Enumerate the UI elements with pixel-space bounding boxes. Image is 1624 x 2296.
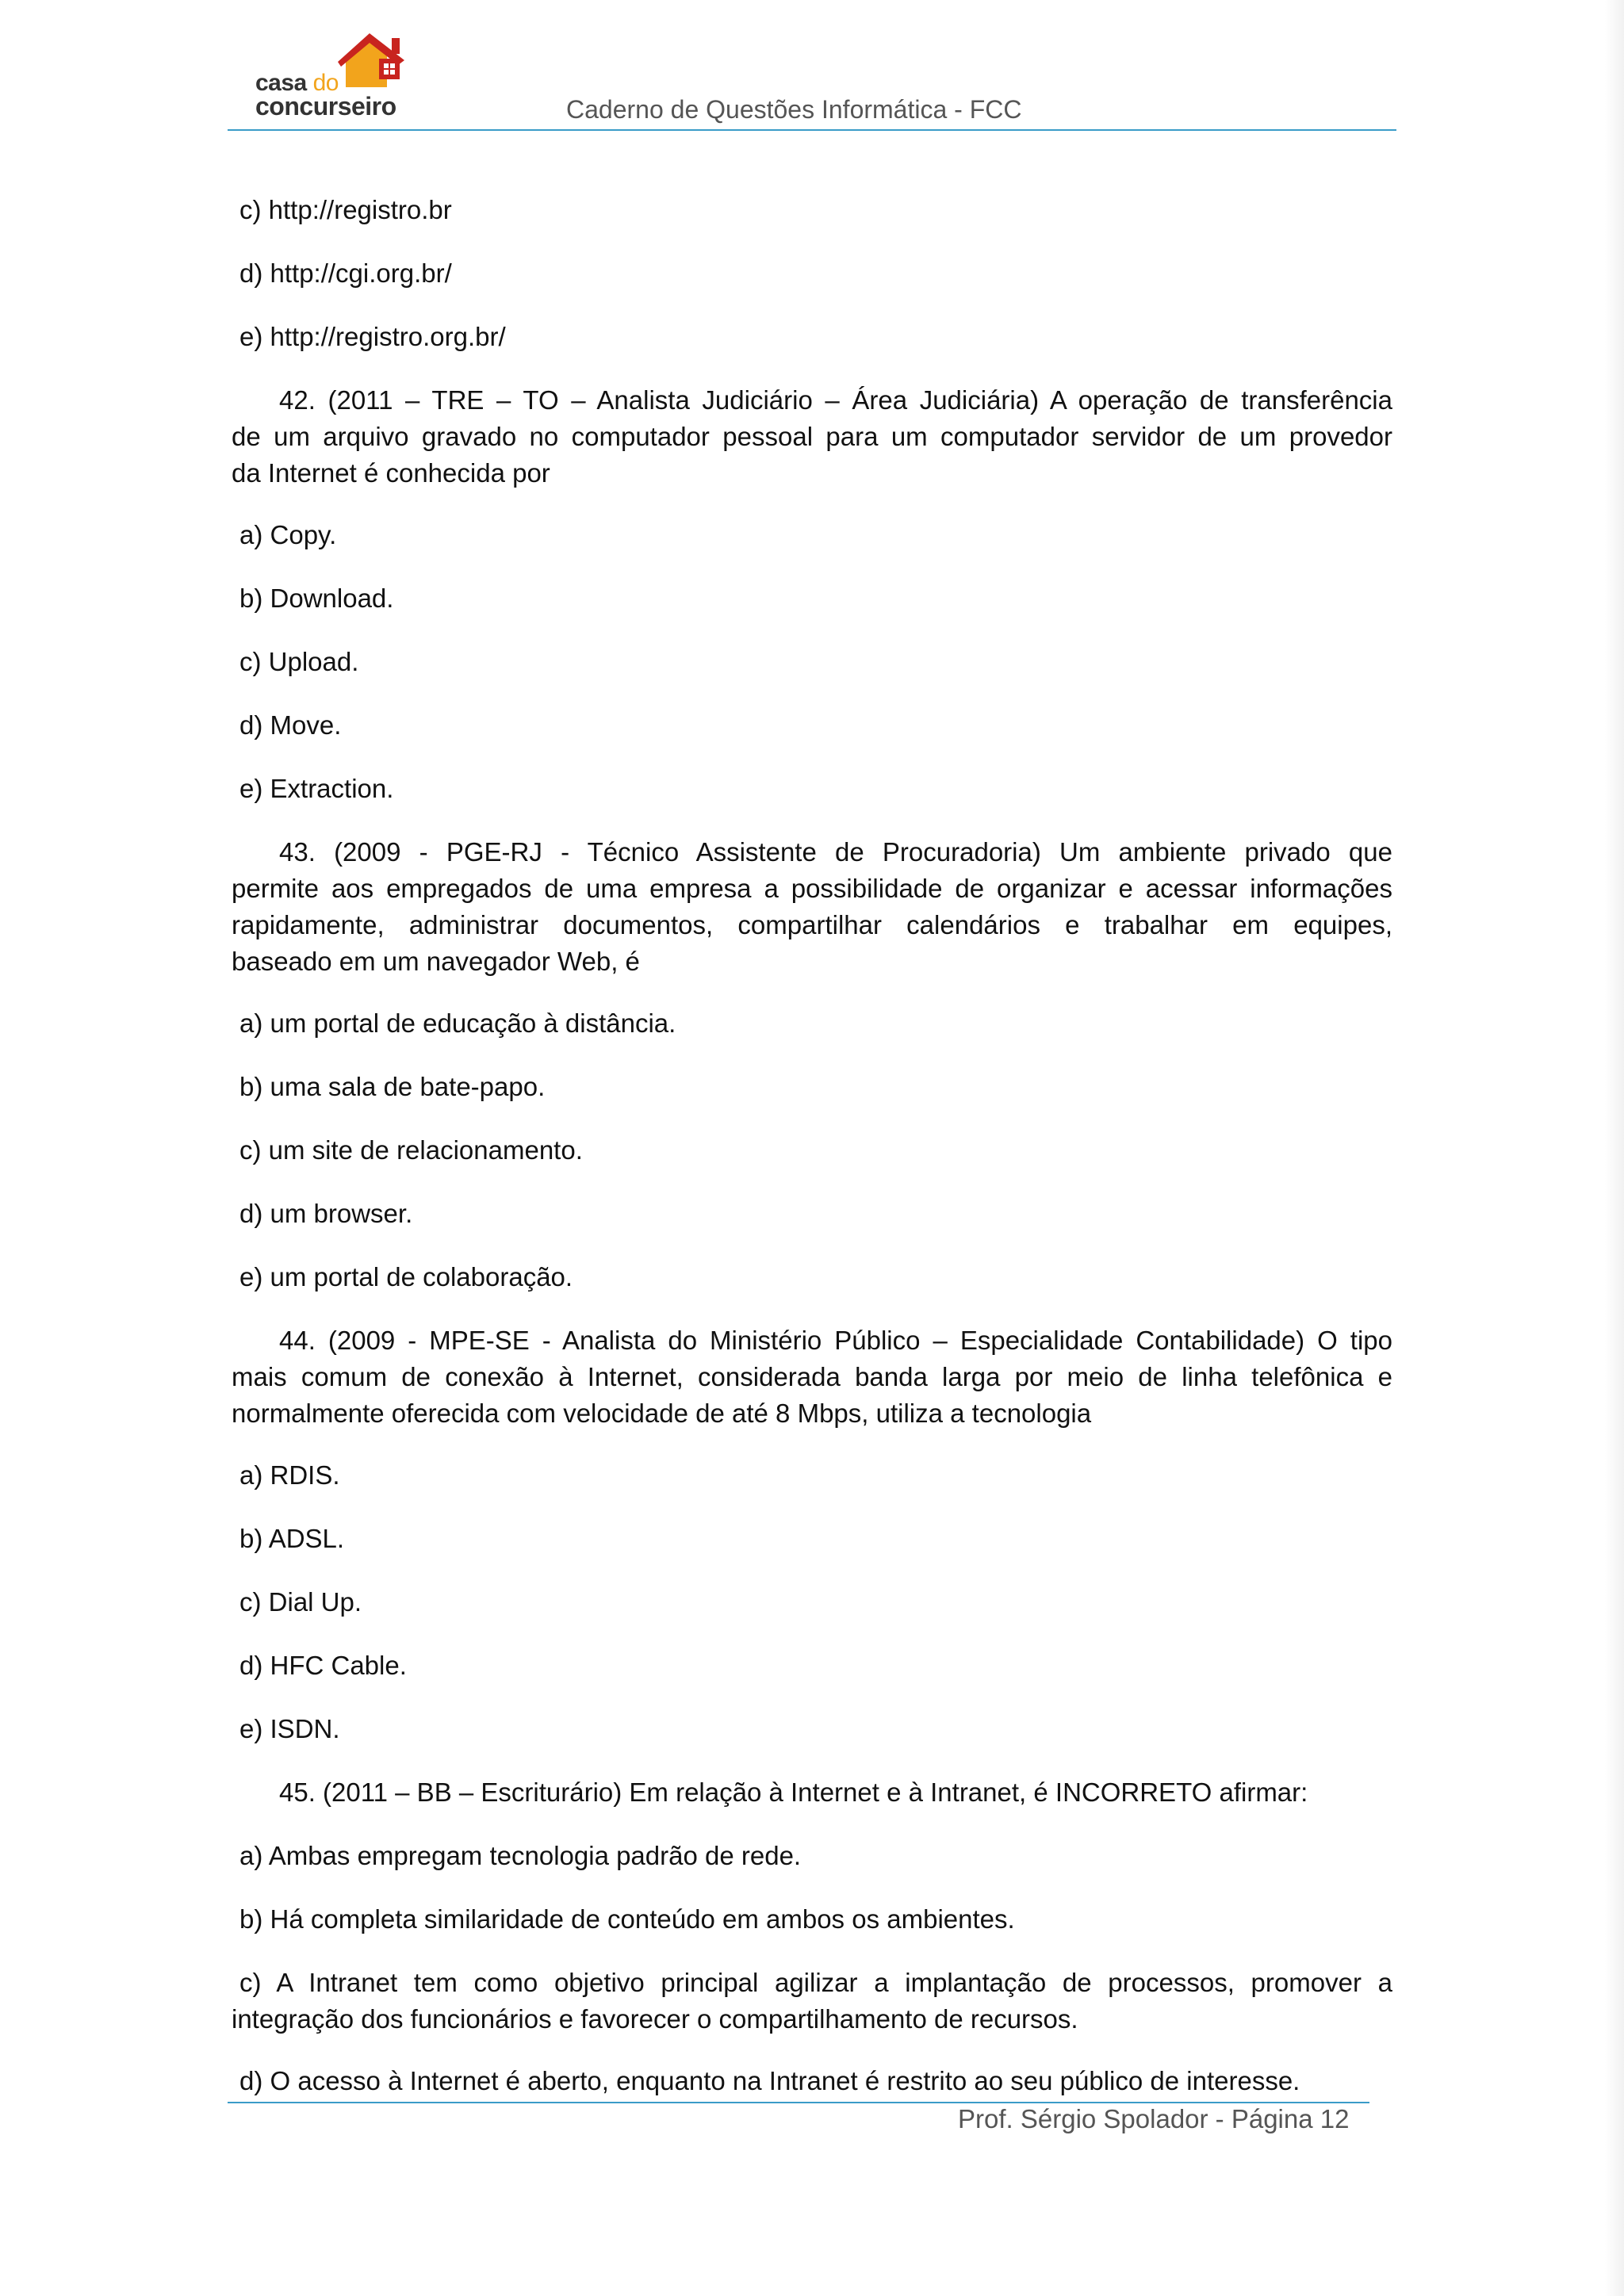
footer-author-page: Prof. Sérgio Spolador - Página 12 — [958, 2104, 1350, 2133]
house-logo-icon — [338, 32, 409, 87]
q43-option-c: c) um site de relacionamento. — [239, 1135, 583, 1165]
q44-option-b: b) ADSL. — [239, 1524, 345, 1553]
q45-option-a: a) Ambas empregam tecnologia padrão de rede. — [239, 1841, 802, 1870]
q44-option-a: a) RDIS. — [239, 1460, 340, 1490]
q42-option-e: e) Extraction. — [239, 774, 394, 803]
q43-line-3: rapidamente, administrar documentos, compartilhar calendários e trabalhar em equipes, — [232, 910, 1392, 939]
logo-text-casa-do: casa do — [255, 70, 339, 96]
q42-line-3: da Internet é conhecida por — [232, 458, 550, 488]
q43-option-e: e) um portal de colaboração. — [239, 1262, 573, 1292]
q42-option-c: c) Upload. — [239, 647, 359, 676]
q44-option-e: e) ISDN. — [239, 1714, 340, 1743]
header-divider — [228, 129, 1396, 131]
q44-line-1: 44. (2009 - MPE-SE - Analista do Ministério Público – Especialidade Contabilidade) O tipo — [279, 1326, 1392, 1355]
q45-line-1: 45. (2011 – BB – Escriturário) Em relação à Internet e à Intranet, é INCORRETO afirmar: — [279, 1777, 1308, 1807]
q45-question — [232, 1774, 1392, 1811]
casa-do-concurseiro-logo — [255, 32, 414, 119]
q44-option-c: c) Dial Up. — [239, 1587, 362, 1617]
page-edge-shadow — [1605, 0, 1624, 2296]
header-title: Caderno de Questões Informática - FCC — [566, 95, 1022, 124]
q44-question — [232, 1322, 1392, 1432]
q44-line-3: normalmente oferecida com velocidade de até 8 Mbps, utiliza a tecnologia — [232, 1399, 1092, 1428]
q42-question — [232, 382, 1392, 492]
q45-option-d: d) O acesso à Internet é aberto, enquanto na Intranet é restrito ao seu público de interesse. — [239, 2066, 1300, 2095]
q45-option-c-line-1: c) A Intranet tem como objetivo principal agilizar a implantação de processos, promover a — [239, 1968, 1392, 1997]
q41-option-d: d) http://cgi.org.br/ — [239, 258, 452, 288]
q42-option-a: a) Copy. — [239, 520, 337, 549]
q45-option-c — [232, 1965, 1392, 2038]
q42-option-b: b) Download. — [239, 584, 394, 613]
q45-option-c-line-2: integração dos funcionários e favorecer o compartilhamento de recursos. — [232, 2004, 1078, 2034]
q41-option-e: e) http://registro.org.br/ — [239, 322, 506, 351]
q41-option-c: c) http://registro.br — [239, 195, 452, 224]
q43-line-2: permite aos empregados de uma empresa a possibilidade de organizar e acessar informações — [232, 874, 1392, 903]
q42-option-d: d) Move. — [239, 710, 342, 740]
q43-option-b: b) uma sala de bate-papo. — [239, 1072, 546, 1101]
q43-question — [232, 834, 1392, 980]
q43-option-d: d) um browser. — [239, 1199, 413, 1228]
q42-line-1: 42. (2011 – TRE – TO – Analista Judiciário – Área Judiciária) A operação de transferência — [279, 385, 1392, 415]
q43-line-1: 43. (2009 - PGE-RJ - Técnico Assistente de Procuradoria) Um ambiente privado que — [279, 837, 1392, 867]
q43-option-a: a) um portal de educação à distância. — [239, 1008, 676, 1038]
logo-text-concurseiro: concurseiro — [255, 92, 396, 121]
q44-line-2: mais comum de conexão à Internet, considerada banda larga por meio de linha telefônica e — [232, 1362, 1392, 1391]
q42-line-2: de um arquivo gravado no computador pessoal para um computador servidor de um provedor — [232, 422, 1392, 451]
footer-divider — [228, 2102, 1369, 2103]
q44-option-d: d) HFC Cable. — [239, 1651, 407, 1680]
q43-line-4: baseado em um navegador Web, é — [232, 947, 640, 976]
q45-option-b: b) Há completa similaridade de conteúdo em ambos os ambientes. — [239, 1904, 1015, 1934]
